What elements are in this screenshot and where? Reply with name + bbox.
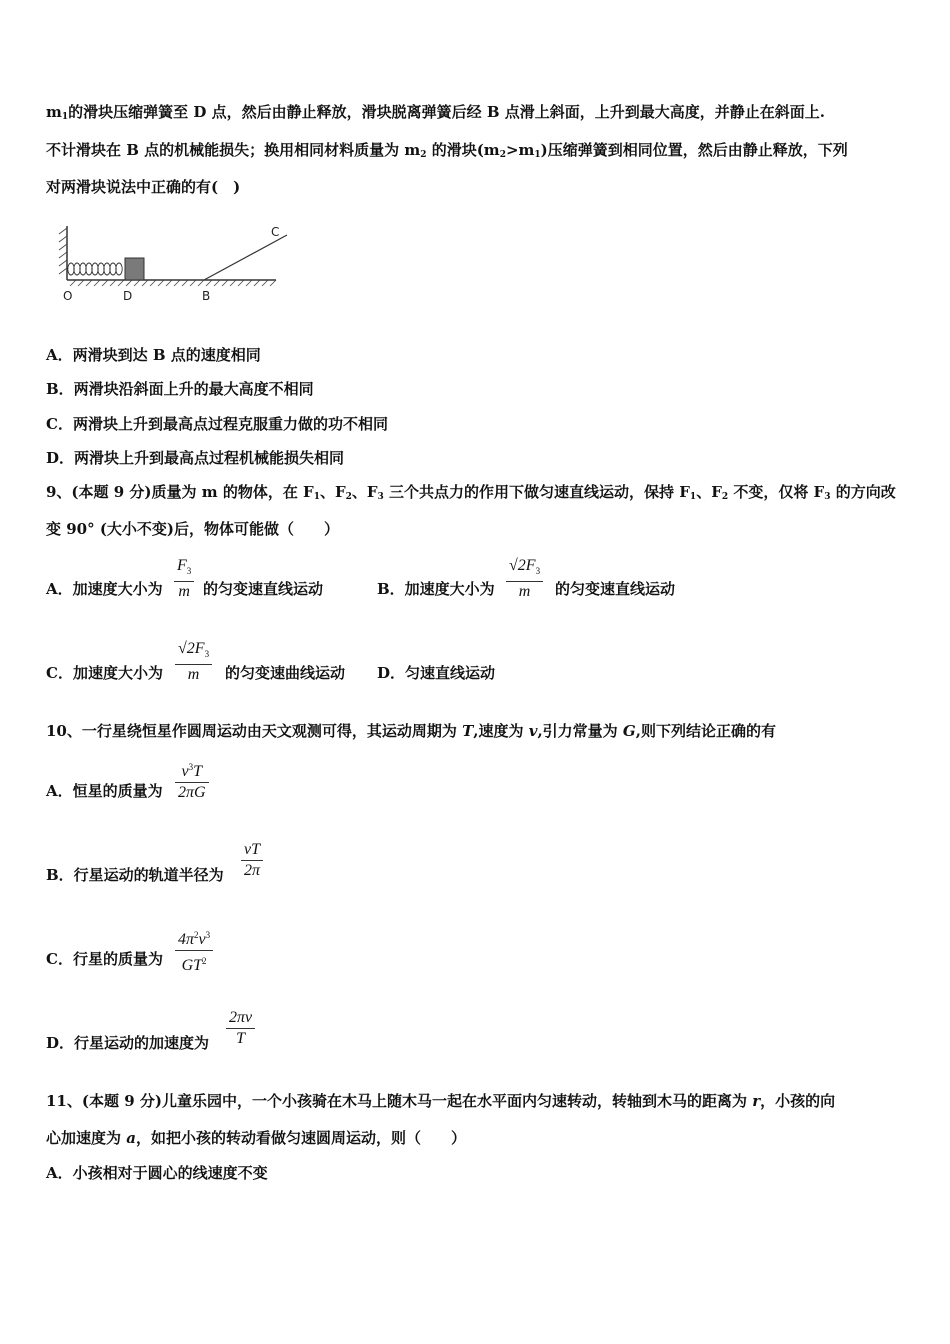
q11-line2: 心加速度为 a，如把小孩的转动看做匀速圆周运动，则（ ） bbox=[46, 1129, 466, 1147]
q8-option-b: B．两滑块沿斜面上升的最大高度不相同 bbox=[46, 380, 314, 398]
ground-hatch bbox=[70, 280, 276, 286]
q8-line1: $m_1$的滑块压缩弹簧至 D 点，然后由静止释放，滑块脱离弹簧后经 B 点滑上斜面，上升到最大高度，并静止在斜面上. bbox=[46, 103, 825, 122]
q9-frac-c: $\frac{√2F_3}{m}$ bbox=[175, 639, 212, 685]
q9-line1: 9、(本题 9 分)质量为 m 的物体，在 $F_1$、$F_2$、$F_3$ 三个共点力的作用下做匀速直线运动，保持 $F_1$、$F_2$ 不变，仅将 $F_3$ 的方向改 bbox=[46, 483, 896, 502]
q10-frac-b: $\frac{vT}{2\pi}$ bbox=[241, 840, 263, 881]
q8-option-c: C．两滑块上升到最高点过程克服重力做的功不相同 bbox=[46, 415, 388, 433]
q10-frac-d: $\frac{2\pi v}{T}$ bbox=[226, 1008, 255, 1049]
q9-option-d: D．匀速直线运动 bbox=[377, 664, 496, 682]
q9-option-c-pre: C．加速度大小为 bbox=[46, 664, 163, 682]
label-c: C bbox=[271, 225, 280, 239]
q8-option-d: D．两滑块上升到最高点过程机械能损失相同 bbox=[46, 449, 345, 467]
label-d: D bbox=[123, 289, 133, 303]
q11-option-a: A．小孩相对于圆心的线速度不变 bbox=[46, 1164, 268, 1182]
spring-incline-diagram bbox=[58, 222, 298, 304]
q11-line1: 11、(本题 9 分)儿童乐园中，一个小孩骑在木马上随木马一起在水平面内匀速转动，转轴到木马的距离为 r，小孩的向 bbox=[46, 1092, 836, 1110]
q9-option-a-post: 的匀变速直线运动 bbox=[203, 580, 324, 598]
label-o: O bbox=[63, 289, 73, 303]
incline bbox=[204, 235, 287, 280]
wall-hatch bbox=[59, 228, 67, 274]
q10-option-c: C．行星的质量为 bbox=[46, 950, 163, 968]
q9-line2: 变 90° (大小不变)后，物体可能做（ ） bbox=[46, 520, 340, 538]
q8-option-a: A．两滑块到达 B 点的速度相同 bbox=[46, 346, 261, 364]
q8-line3: 对两滑块说法中正确的有( ) bbox=[46, 178, 241, 196]
q9-frac-b: $\frac{√2F_3}{m}$ bbox=[506, 556, 543, 602]
label-b: B bbox=[202, 289, 211, 303]
q10-option-d: D．行星运动的加速度为 bbox=[46, 1034, 210, 1052]
q9-option-b-pre: B．加速度大小为 bbox=[377, 580, 495, 598]
q9-option-b-post: 的匀变速直线运动 bbox=[555, 580, 676, 598]
q9-frac-a: $\frac{F_3}{m}$ bbox=[174, 556, 194, 602]
slider-block bbox=[125, 258, 144, 280]
spring bbox=[68, 263, 122, 275]
q9-option-c-post: 的匀变速曲线运动 bbox=[225, 664, 346, 682]
q10-option-a: A．恒星的质量为 bbox=[46, 782, 163, 800]
q10-line1: 10、一行星绕恒星作圆周运动由天文观测可得，其运动周期为 T,速度为 v,引力常量为 G,则下列结论正确的有 bbox=[46, 722, 776, 740]
q10-option-b: B．行星运动的轨道半径为 bbox=[46, 866, 224, 884]
q9-option-a-pre: A．加速度大小为 bbox=[46, 580, 163, 598]
q8-line2: 不计滑块在 B 点的机械能损失；换用相同材料质量为 $m_2$ 的滑块$(m_2>m_1)$压缩弹簧到相同位置，然后由静止释放，下列 bbox=[46, 141, 848, 160]
q10-frac-a: $\frac{v^3T}{2\pi G}$ bbox=[175, 757, 209, 803]
q10-frac-c: $\frac{4\pi^2v^3}{GT^2}$ bbox=[175, 925, 213, 976]
